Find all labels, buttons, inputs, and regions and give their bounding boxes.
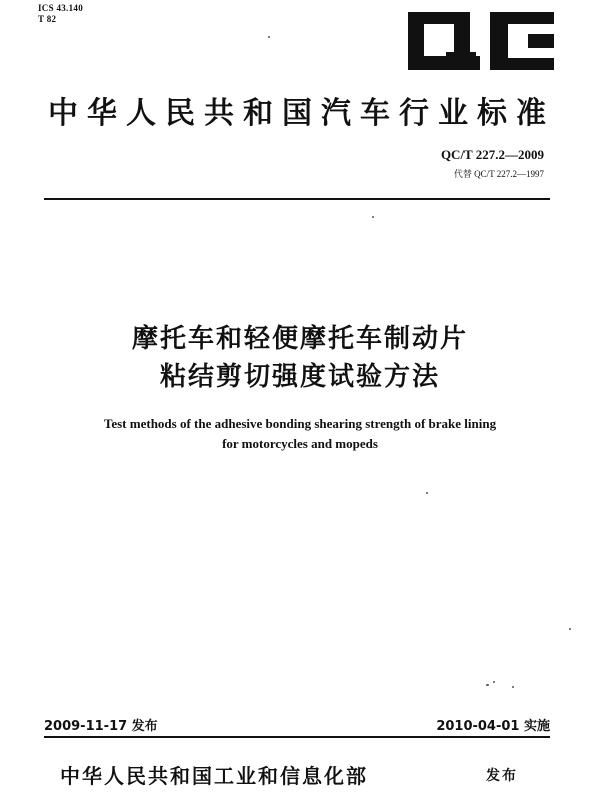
implementation-date: 2010-04-01 实施: [436, 719, 550, 734]
qc-logo: [408, 12, 554, 70]
english-title-line-2: for motorcycles and mopeds: [222, 436, 378, 451]
category-code: T 82: [38, 14, 57, 24]
scan-speck: [268, 36, 270, 38]
publisher-name: 中华人民共和国工业和信息化部: [60, 764, 368, 788]
ics-code: ICS 43.140: [38, 3, 84, 13]
scan-speck: [372, 216, 374, 218]
publish-label: 发布: [486, 768, 518, 784]
scan-speck: [512, 686, 514, 688]
top-divider: [44, 198, 550, 200]
chinese-title-line-1: 摩托车和轻便摩托车制动片: [131, 324, 468, 354]
classification-codes: [38, 3, 83, 25]
replaces-standard: 代替 QC/T 227.2—1997: [453, 169, 544, 179]
standard-number: QC/T 227.2—2009: [440, 147, 544, 162]
scan-speck: [486, 684, 489, 686]
standard-issuer-title: 中华人民共和国汽车行业标准: [48, 96, 555, 131]
chinese-title-line-2: 粘结剪切强度试验方法: [159, 362, 440, 392]
scan-speck: [493, 681, 495, 683]
scan-speck: [426, 492, 428, 494]
issue-date: 2009-11-17 发布: [44, 719, 158, 734]
scan-speck: [569, 628, 571, 630]
bottom-divider: [44, 736, 550, 738]
english-title-line-1: Test methods of the adhesive bonding shearing strength of brake lining: [103, 416, 497, 431]
